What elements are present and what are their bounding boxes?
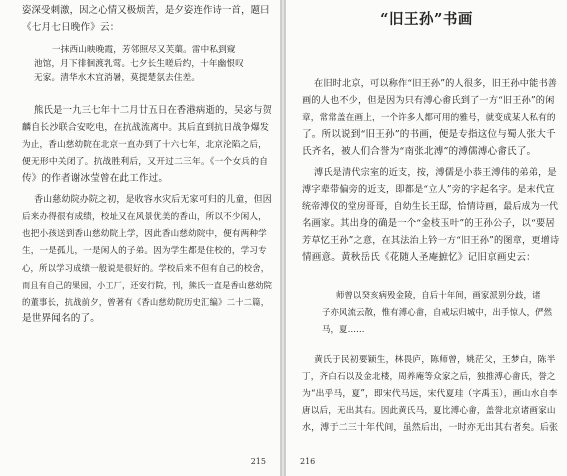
right-page (285, 0, 567, 476)
left-page (0, 0, 281, 476)
text-line: 章，常常盖在画上，一个许多人都可用的雅号，就变成某人私有的 (302, 113, 556, 123)
text-line: 为“出乎马，夏”，即宋代马远，宋代夏珪（字禹玉），画山水自李 (302, 389, 558, 399)
text-line: 了。所以说到“旧王孙”的书画，便是专指这位与蜀人张大千 (302, 129, 556, 140)
text-line: 心，所以学习成绩一般说是很好的。学校后来不但有自己的校舍， (22, 263, 270, 273)
text-line: 香山慈幼院办院之初，是收容水灾后无家可归的儿童，但因 (34, 195, 272, 205)
text-line: 溥氏是清代宗室的近支，按，溥儒是小恭王溥伟的弟弟，是 (314, 167, 557, 178)
text-line: 在旧时北京，可以称作“旧王孙”的人很多，旧王孙中能书善 (314, 78, 558, 89)
quote-line: 子亦风流云散，惟有溥心畬，自戒坛归城中，出手惊人，俨然 (322, 307, 553, 317)
text-line: 姿深受刺激，因之心情又极烦苦，是夕姿连作诗一首，题曰 (22, 5, 270, 16)
chapter-title: “旧王孙”书画 (380, 11, 473, 28)
text-line: 丁，齐白石以及金北楼，周养庵等众家之后，独推溥心畬氏，誉之 (302, 372, 556, 382)
page-number: 216 (300, 457, 316, 466)
text-line: 熊氏是一九三七年十二月廿五日在香港病逝的，吴宓与贺 (34, 105, 273, 116)
text-line: 传》的作者谢冰莹曾在此工作过。 (22, 173, 169, 184)
text-line: 名画家。其出身的确是一个“金枝玉叶”的王孙公子，以“要居 (302, 218, 555, 229)
quote-line: 马，夏…… (322, 324, 365, 334)
text-line: 唐以后，无出其右。因此黄氏马，夏比溥心畬，盖誉北京诸画家山 (302, 406, 556, 416)
text-line: 而且有自己的果园，小工厂，还安行院，刊，熊氏一直是香山慈幼院 (22, 280, 273, 290)
quote-line: 师曾以癸亥病殁金陵，自后十年间，画家派别分歧，诸 (336, 290, 541, 300)
text-line: 生，一是孤儿，一是闲人的子弟。因为学生都是住校的，学习专 (22, 246, 267, 256)
text-line: 便无形中关闭了。抗战胜利后，又开过二三年。《一个女兵的自 (22, 157, 269, 167)
text-line: 水，溥于二三十年代间，虽然后出，一时亦无出其右者矣。后张 (302, 423, 559, 433)
text-line: 的董事长，抗战前夕，曾著有《香山慈幼院历史汇编》二十二篇， (22, 297, 270, 307)
text-line: 也把小孩送到香山慈幼院上学，因此香山慈幼院中，便有两种学 (22, 229, 267, 239)
text-line: 为止，香山慈幼院在北京一直办到了十六七年，北京沦陷之后， (22, 140, 267, 150)
poem-line: 池馆，月下徘徊渡乳莺。七夕长生嗟后约，十年幽恨叹 (34, 59, 244, 69)
text-line: 情画意。黄秋岳氏《花随人圣庵摭忆》记旧京画史云： (302, 252, 536, 263)
text-line: 统帝溥仪的堂房哥哥，自幼生长王邸，恰情诗画，最后成为一代 (302, 202, 559, 212)
text-line: 画的人也不少，但是因为只有溥心畬氏到了一方“旧王孙”的闲 (302, 95, 555, 106)
page-number: 215 (250, 457, 266, 466)
text-line: 黄氏于民初要颖生，林畏庐，陈师曾，姚茫父，王梦白，陈半 (314, 355, 556, 365)
text-line: 氏齐名，被人们合誉为“南张北溥”的溥儒溥心畬氏了。 (302, 146, 537, 157)
text-line: 《七月七日晚作》云： (22, 22, 120, 33)
text-line: 溥字辈带偏旁的近支，即都是“立人”旁的字起名字。是末代宣 (302, 184, 555, 195)
text-line: 是世界闻名的了。 (22, 313, 100, 324)
text-line: 麟自长沙联合安吃电，在抗战流离中。其后直到抗日战争爆发 (22, 123, 270, 133)
text-line: 芳草忆王孙”之意，在其法治上钤一方“旧王孙”的图章，更增诗 (302, 235, 560, 246)
poem-line: 无家。清华水木宜消暑，莫提楚氛去住差。 (34, 73, 201, 83)
text-line: 后来办得很有成绩，校址又在风景优美的香山，所以不少闲人， (22, 212, 267, 222)
poem-line: 一抹西山映晚霞，芳邻照尽又芙蕖。雷中私到窥 (52, 45, 236, 55)
